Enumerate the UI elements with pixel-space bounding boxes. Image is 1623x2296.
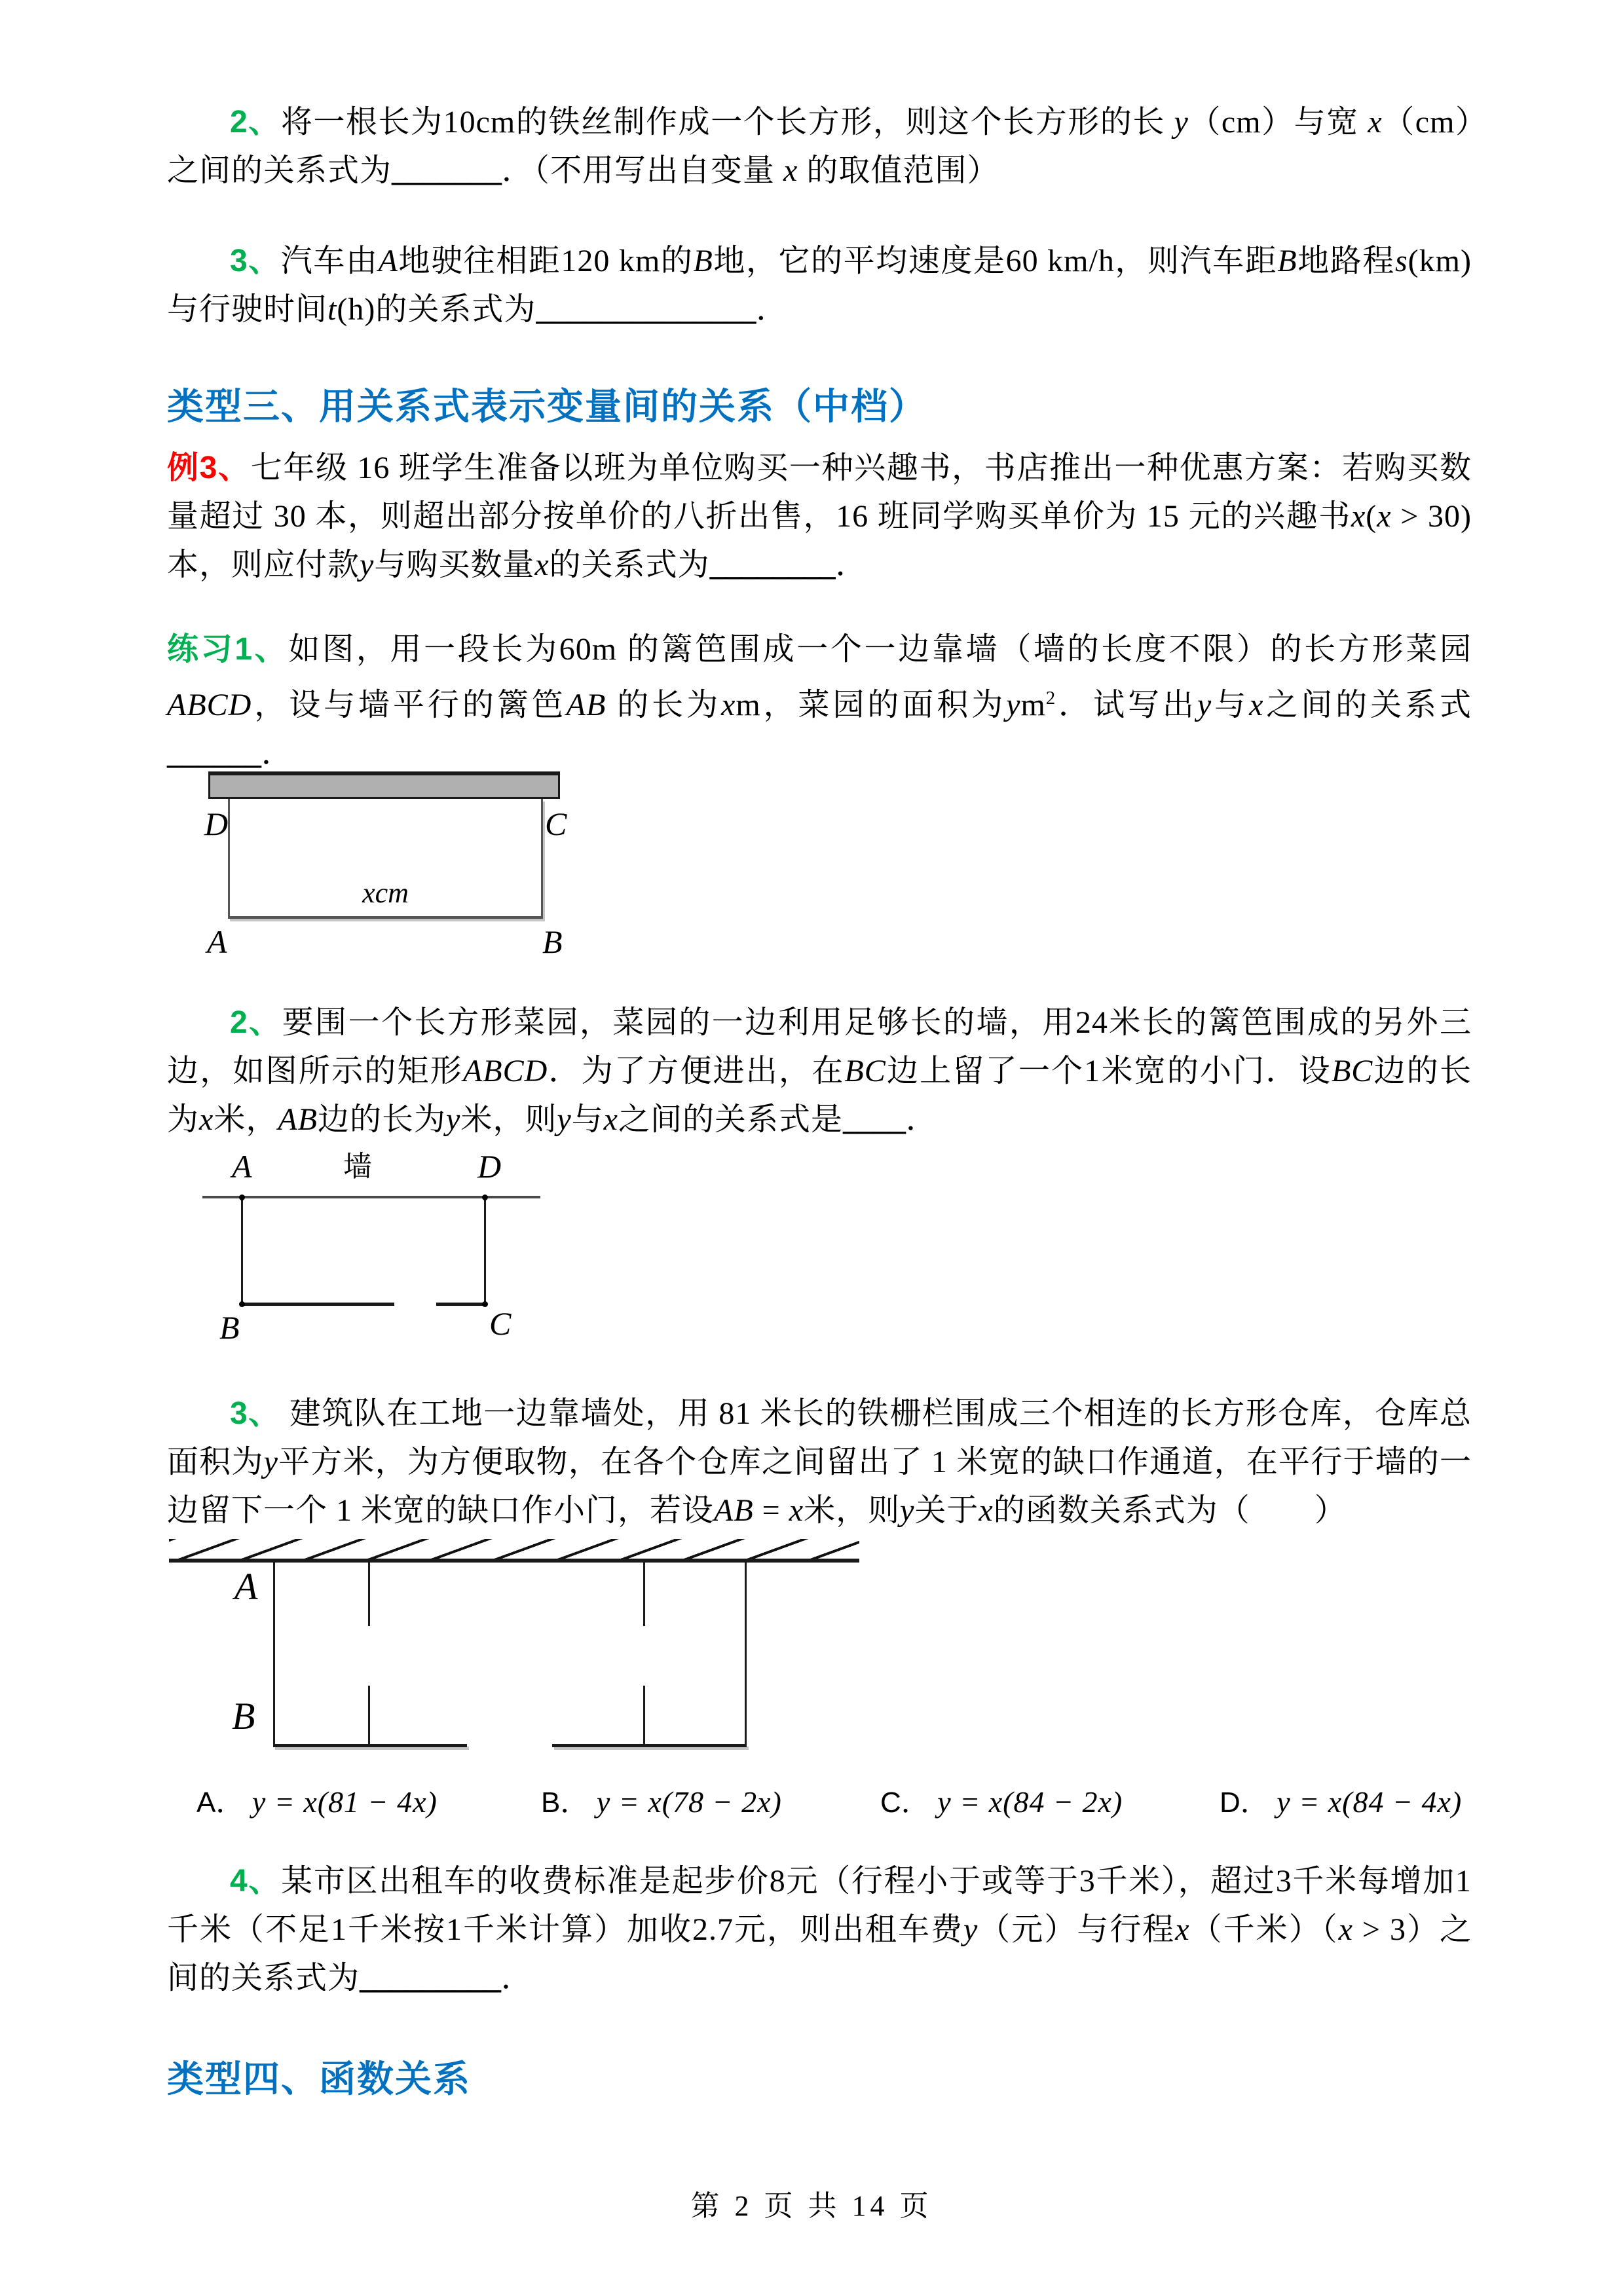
text-run: 2.7 bbox=[692, 1912, 734, 1947]
text-run: 81 bbox=[718, 1396, 752, 1431]
text-run: 24 bbox=[1075, 1005, 1108, 1040]
figure2-label-b: B bbox=[219, 1309, 240, 1346]
corner-dot-c bbox=[482, 1301, 488, 1307]
option-b-label: B． bbox=[541, 1787, 589, 1819]
text-run: 2 bbox=[1045, 688, 1056, 709]
text-run: 120 km bbox=[561, 244, 661, 278]
text-run: ，则汽车距 bbox=[1114, 244, 1278, 278]
text-run: 1 bbox=[336, 1493, 353, 1528]
text-run: 班同学购买单价为 bbox=[868, 499, 1147, 534]
figure1-label-d: D bbox=[204, 805, 229, 842]
figure2-label-d: D bbox=[477, 1148, 502, 1185]
figure1-label-a: A bbox=[207, 923, 227, 960]
text-run: 要围一个长方形菜园，菜园的一边利用足够长的墙，用 bbox=[282, 1005, 1075, 1040]
text-run: 的铁丝制作成一个长方形，则这个长方形的长 bbox=[515, 105, 1174, 139]
text-run: 的取值范围） bbox=[798, 153, 999, 188]
option-a-label: A． bbox=[196, 1787, 245, 1819]
text-run: 米宽的缺口作通道，在平行于墙的一边留下一个 bbox=[167, 1445, 1472, 1528]
figure2-label-a: A bbox=[232, 1148, 252, 1185]
text-run: B bbox=[693, 244, 713, 278]
text-run: y bbox=[1197, 688, 1212, 722]
side-dc bbox=[484, 1196, 486, 1305]
figure2-label-c: C bbox=[489, 1305, 512, 1342]
text-run: 元（行程小于或等于 bbox=[785, 1864, 1079, 1898]
text-run: y bbox=[1174, 105, 1189, 139]
text-run: y bbox=[557, 1102, 572, 1137]
text-run: 平方米，为方便取物，在各个仓库之间留出了 bbox=[278, 1445, 931, 1479]
text-run: t bbox=[327, 292, 337, 327]
text-run: 3 bbox=[1275, 1864, 1292, 1898]
text-run: 地，它的平均速度是 bbox=[713, 244, 1006, 278]
text-run: 4、 bbox=[230, 1864, 282, 1898]
text-run: 的长为 bbox=[606, 688, 722, 722]
text-run: （cm）之间的关系式为 bbox=[167, 105, 1472, 188]
corner-dot-d bbox=[482, 1194, 488, 1200]
problem-4-taxi-fare bbox=[167, 1857, 1472, 2003]
partition1-top bbox=[368, 1563, 370, 1626]
text-run: 千米（不足 bbox=[167, 1912, 331, 1947]
text-run: 米， bbox=[214, 1102, 278, 1137]
text-run: 关于 bbox=[914, 1493, 979, 1528]
text-run: 元，则出租车费 bbox=[733, 1912, 963, 1947]
text-run: 地驶往相距 bbox=[398, 244, 561, 278]
text-run: 3、 bbox=[230, 244, 281, 278]
option-d-label: D． bbox=[1220, 1787, 1269, 1819]
option-b-formula: y = x(78 − 2x) bbox=[596, 1785, 782, 1819]
text-run: _______ bbox=[392, 153, 502, 188]
text-run: x bbox=[1377, 499, 1392, 534]
text-run: (km) bbox=[1408, 244, 1472, 278]
text-run: 练习1、 bbox=[167, 632, 289, 667]
corner-dot-a bbox=[239, 1194, 245, 1200]
text-run: 米长的铁栅栏围成三个相连的长方形仓库，仓库总面积为 bbox=[167, 1396, 1472, 1479]
option-d bbox=[1220, 1779, 1462, 1821]
text-run: x bbox=[603, 1102, 618, 1137]
text-run: ________ bbox=[709, 547, 836, 582]
text-run: = bbox=[753, 1493, 789, 1528]
text-run: 七年级 bbox=[250, 451, 358, 485]
text-run: 与购买数量 bbox=[374, 547, 535, 582]
text-run: 的篱笆围成一个一边靠墙（墙的长度不限）的长方形菜园 bbox=[617, 632, 1472, 667]
text-run: 米长的篱笆围成的另外三边，如图所示的矩形 bbox=[167, 1005, 1472, 1088]
text-run: AB bbox=[566, 688, 606, 722]
problem-3-warehouses bbox=[167, 1390, 1472, 1535]
text-run: 与行驶时间 bbox=[167, 292, 328, 327]
problem-2-fence-24m bbox=[167, 999, 1472, 1144]
text-run: 16 bbox=[836, 499, 869, 534]
text-run: 本，则应付款 bbox=[167, 547, 360, 582]
wall-line bbox=[202, 1196, 540, 1198]
text-run: 与 bbox=[571, 1102, 604, 1137]
text-run: _________ bbox=[360, 1961, 502, 1995]
text-run: x bbox=[1175, 1912, 1190, 1947]
text-run: y bbox=[1006, 688, 1021, 722]
text-run: 本，则超出部分按单价的八折出售， bbox=[306, 499, 836, 534]
text-run: （元）与行程 bbox=[978, 1912, 1176, 1947]
text-run: ABCD bbox=[167, 688, 252, 722]
text-run: 千米按 bbox=[347, 1912, 446, 1947]
text-run: m bbox=[1020, 688, 1046, 722]
page-footer: 第 2 页 共 14 页 bbox=[690, 2190, 933, 2222]
text-run: 边的长为 bbox=[317, 1102, 446, 1137]
example-3-book-discount bbox=[167, 444, 1472, 589]
text-run: x bbox=[789, 1493, 804, 1528]
text-run: ( bbox=[1366, 499, 1377, 534]
text-run: 将一根长为 bbox=[280, 105, 443, 139]
problem-3-car-distance bbox=[167, 237, 1472, 334]
text-run: 元的兴趣书 bbox=[1179, 499, 1351, 534]
text-run: B bbox=[1277, 244, 1297, 278]
text-run: 1 bbox=[331, 1912, 347, 1947]
figure1-label-c: C bbox=[545, 805, 567, 842]
text-run: 15 bbox=[1146, 499, 1180, 534]
text-run: ．试写出 bbox=[1056, 688, 1197, 722]
figure-three-warehouses bbox=[169, 1539, 863, 1762]
text-run: 例3、 bbox=[167, 451, 251, 485]
figure1-dim-xcm: xcm bbox=[362, 877, 409, 909]
text-run: > 30) bbox=[1391, 499, 1472, 534]
text-run: 汽车由 bbox=[280, 244, 379, 278]
text-run: ． bbox=[501, 1961, 534, 1995]
text-run: 8 bbox=[769, 1864, 786, 1898]
text-run: 3、 bbox=[230, 1396, 281, 1431]
bottom-right-segment bbox=[552, 1744, 747, 1747]
figure3-label-a: A bbox=[234, 1565, 258, 1608]
option-c bbox=[880, 1779, 1123, 1821]
text-run: 的函数关系式为（ ） bbox=[993, 1493, 1347, 1528]
text-run: 2、 bbox=[230, 105, 281, 139]
text-run: 千米），超过 bbox=[1095, 1864, 1276, 1898]
wall-bar bbox=[208, 771, 560, 799]
text-run: ____ bbox=[842, 1102, 906, 1137]
text-run: (h) bbox=[337, 292, 376, 327]
text-run: ______ bbox=[167, 736, 261, 771]
text-run: 千米每增加 bbox=[1292, 1864, 1455, 1898]
text-run: ． bbox=[905, 1102, 938, 1137]
text-run: 1 bbox=[931, 1445, 948, 1479]
text-run: > 3 bbox=[1352, 1912, 1406, 1947]
text-run: （cm）与宽 bbox=[1188, 105, 1368, 139]
text-run: 10cm bbox=[443, 105, 516, 139]
problem-2-wire-rectangle bbox=[167, 98, 1472, 195]
text-run: 3 bbox=[1079, 1864, 1096, 1898]
figure2-label-wall: 墙 bbox=[343, 1151, 372, 1183]
partition2-top bbox=[643, 1563, 645, 1626]
text-run: m，菜园的面积为 bbox=[736, 688, 1007, 722]
text-run: （千米）（ bbox=[1189, 1912, 1339, 1947]
text-run: 如图，用一段长为 bbox=[288, 632, 559, 667]
option-b bbox=[541, 1779, 782, 1821]
text-run: ． bbox=[261, 736, 294, 771]
text-run: 米，则 bbox=[460, 1102, 557, 1137]
option-c-formula: y = x(84 − 2x) bbox=[937, 1785, 1123, 1819]
text-run: AB bbox=[278, 1102, 318, 1137]
text-run: x bbox=[1368, 105, 1383, 139]
text-run: 2、 bbox=[230, 1005, 282, 1040]
section-heading-type4: 类型四、函数关系 bbox=[167, 2058, 471, 2100]
text-run: ，设与墙平行的篱笆 bbox=[252, 688, 567, 722]
text-run: 30 bbox=[273, 499, 307, 534]
text-run: y bbox=[963, 1912, 979, 1947]
text-run: 边的长为 bbox=[167, 1054, 1472, 1137]
text-run: 之间的关系式 bbox=[1263, 688, 1472, 722]
option-a-formula: y = x(81 − 4x) bbox=[252, 1785, 438, 1819]
left-side-ab bbox=[273, 1563, 275, 1746]
text-run: ______________ bbox=[536, 292, 756, 327]
text-run: y bbox=[900, 1493, 915, 1528]
text-run: A bbox=[378, 244, 398, 278]
text-run: 的关系式为 bbox=[549, 547, 710, 582]
corner-dot-b bbox=[239, 1301, 245, 1307]
hatched-wall bbox=[169, 1539, 859, 1559]
text-run: 的 bbox=[660, 244, 694, 278]
text-run: 米宽的缺口作小门，若设 bbox=[352, 1493, 715, 1528]
figure3-label-b: B bbox=[232, 1695, 255, 1737]
partition1-bottom bbox=[368, 1686, 370, 1746]
text-run: 60 km/h bbox=[1005, 244, 1115, 278]
text-run: x bbox=[534, 547, 550, 582]
text-run: x bbox=[721, 688, 736, 722]
option-a bbox=[196, 1779, 438, 1821]
figure-garden-abcd bbox=[204, 771, 575, 974]
text-run: 16 bbox=[357, 451, 390, 485]
text-run: x bbox=[1249, 688, 1264, 722]
text-run: x bbox=[1338, 1912, 1353, 1947]
text-run: BC bbox=[1331, 1054, 1373, 1088]
text-run: ． bbox=[756, 292, 789, 327]
text-run: 之间的关系式是 bbox=[618, 1102, 843, 1137]
option-c-label: C． bbox=[880, 1787, 930, 1819]
text-run: ．（不用写出自变量 bbox=[502, 153, 784, 188]
text-run: 千米计算）加收 bbox=[462, 1912, 692, 1947]
text-run: s bbox=[1394, 244, 1408, 278]
section-heading-type3: 类型三、用关系式表示变量间的关系（中档） bbox=[167, 386, 927, 427]
text-run: 边上留了一个 bbox=[886, 1054, 1085, 1088]
text-run: 与 bbox=[1212, 688, 1250, 722]
bottom-right-segment bbox=[436, 1303, 486, 1306]
text-run: x bbox=[979, 1493, 994, 1528]
text-run: 地路程 bbox=[1297, 244, 1395, 278]
text-run: 的关系式为 bbox=[375, 292, 536, 327]
option-d-formula: y = x(84 − 4x) bbox=[1277, 1785, 1463, 1819]
text-run: ． bbox=[835, 547, 868, 582]
text-run: ）之间的关系式为 bbox=[167, 1912, 1472, 1995]
bottom-left-segment bbox=[241, 1303, 394, 1306]
text-run: y bbox=[446, 1102, 461, 1137]
figure1-label-b: B bbox=[542, 923, 563, 960]
figure-wall-fence-door bbox=[202, 1150, 556, 1353]
side-ab bbox=[241, 1196, 243, 1305]
text-run: BC bbox=[844, 1054, 886, 1088]
text-run: x bbox=[783, 153, 798, 188]
text-run: 60m bbox=[559, 632, 618, 667]
text-run: 米宽的小门．设 bbox=[1100, 1054, 1332, 1088]
text-run: ．为了方便进出，在 bbox=[548, 1054, 845, 1088]
text-run: 米，则 bbox=[804, 1493, 901, 1528]
partition2-bottom bbox=[643, 1686, 645, 1746]
text-run: 1 bbox=[446, 1912, 462, 1947]
text-run: y bbox=[360, 547, 375, 582]
practice-1-garden bbox=[167, 625, 1472, 778]
text-run: x bbox=[199, 1102, 214, 1137]
text-run: 班学生准备以班为单位购买一种兴趣书，书店推出一种优惠方案：若购买数量超过 bbox=[167, 451, 1472, 534]
text-run: 1 bbox=[1455, 1864, 1472, 1898]
text-run: x bbox=[1351, 499, 1366, 534]
right-side bbox=[745, 1563, 747, 1746]
text-run: 1 bbox=[1084, 1054, 1101, 1088]
text-run: ABCD bbox=[462, 1054, 548, 1088]
text-run: y bbox=[263, 1445, 278, 1479]
text-run: AB bbox=[714, 1493, 754, 1528]
text-run: 某市区出租车的收费标准是起步价 bbox=[281, 1864, 770, 1898]
bottom-left-segment bbox=[273, 1744, 467, 1747]
text-run: 建筑队在工地一边靠墙处，用 bbox=[280, 1396, 719, 1431]
